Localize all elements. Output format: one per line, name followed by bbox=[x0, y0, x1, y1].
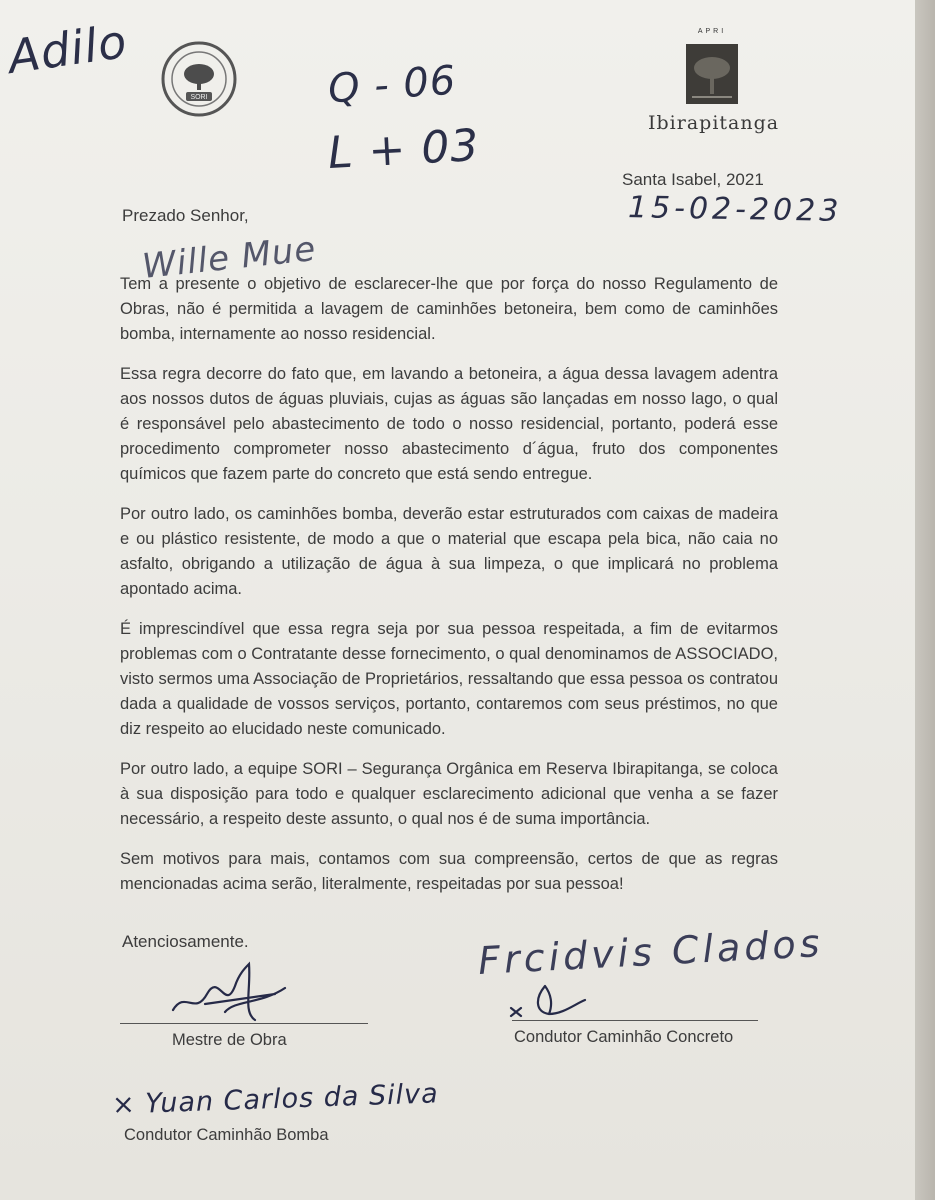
bomba-written-name: × Yuan Carlos da Silva bbox=[111, 1078, 440, 1121]
logo-name: Ibirapitanga bbox=[648, 112, 780, 134]
paragraph: Por outro lado, os caminhões bomba, deverão estar estruturados com caixas de madeira e ou plástico resistente, de modo a que o material que escapa pela bica, não caia no asfalto, obrigando a utilização de água à sua limpeza, o que implicará no problema apontado acima. bbox=[120, 505, 778, 598]
mestre-signature-scribble bbox=[165, 960, 295, 1026]
mestre-label: Mestre de Obra bbox=[172, 1031, 287, 1049]
concreto-written-name: Frcidvis Clados bbox=[477, 920, 825, 984]
ibirapitanga-tree-logo bbox=[686, 44, 738, 104]
concreto-label: Condutor Caminhão Concreto bbox=[514, 1028, 734, 1046]
logo-top-text: APRI bbox=[697, 28, 727, 35]
greeting: Prezado Senhor, bbox=[122, 206, 249, 225]
tree-icon bbox=[686, 44, 738, 104]
paper-edge bbox=[915, 0, 935, 1200]
mestre-signature-line bbox=[120, 1023, 368, 1024]
concreto-signature-line bbox=[512, 1020, 758, 1021]
date-line: Santa Isabel, 2021 bbox=[622, 170, 764, 189]
concreto-signature-scribble bbox=[505, 978, 595, 1022]
handwritten-note-q: Q - 06 bbox=[326, 57, 458, 113]
handwritten-initials: Adilo bbox=[4, 13, 131, 85]
closing: Atenciosamente. bbox=[122, 932, 249, 951]
handwritten-note-l: L + 03 bbox=[326, 120, 481, 179]
paragraph: Tem a presente o objetivo de esclarecer-lhe que por força do nosso Regulamento de Obras, não é permitida a lavagem de caminhões betoneira, bem como de caminhões bomba, internamente ao nosso residencial. bbox=[120, 275, 778, 343]
handwritten-scribble-over-text: Wille Mue bbox=[140, 228, 319, 288]
paragraph: Por outro lado, a equipe SORI – Segurança Orgânica em Reserva Ibirapitanga, se coloca à sua disposição para todo e qualquer esclarecimento adicional que venha a se fazer necessário, a respeito deste assunto, o qual nos é de suma importância. bbox=[120, 760, 778, 828]
bomba-label: Condutor Caminhão Bomba bbox=[124, 1126, 329, 1144]
letter-body bbox=[120, 272, 778, 912]
paragraph: Essa regra decorre do fato que, em lavando a betoneira, a água dessa lavagem adentra aos nossos dutos de águas pluviais, cujas as águas são lançadas em nosso lago, o qual é responsável pelo abastecimento de todo o nosso residencial, portanto, poderá esse procedimento comprometer nosso abastecimento d´água, fruto dos componentes químicos que fazem parte do concreto que está sendo entregue. bbox=[120, 365, 778, 483]
seal-text: SORI bbox=[190, 94, 208, 101]
sori-seal-logo bbox=[160, 40, 238, 118]
paragraph: Sem motivos para mais, contamos com sua compreensão, certos de que as regras mencionadas acima serão, literalmente, respeitadas por sua pessoa! bbox=[120, 850, 778, 893]
paragraph: É imprescindível que essa regra seja por sua pessoa respeitada, a fim de evitarmos problemas com o Contratante desse fornecimento, o qual denominamos de ASSOCIADO, visto sermos uma Associação de Proprietários, ressaltando que essa pessoa os contratou dada a qualidade de vossos serviços, portanto, contaremos com seus préstimos, no que diz respeito ao elucidado neste comunicado. bbox=[120, 620, 778, 738]
handwritten-date: 15-02-2023 bbox=[627, 190, 843, 229]
